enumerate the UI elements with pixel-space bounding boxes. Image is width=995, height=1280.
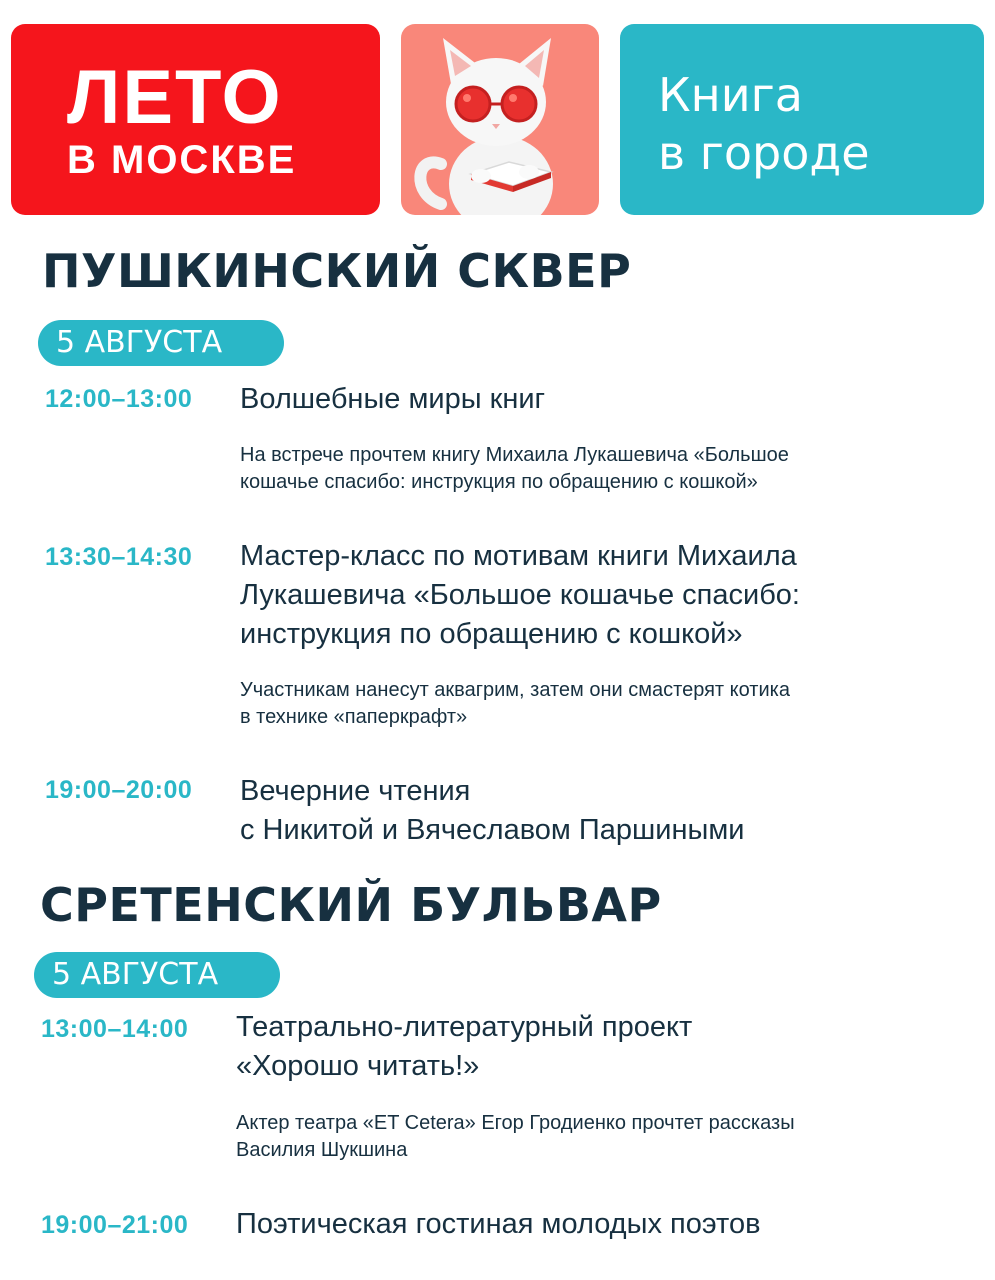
event-time: 13:30–14:30 [45, 543, 193, 571]
date-badge: 5 АВГУСТА [38, 320, 284, 366]
description-line: Василия Шукшина [236, 1139, 408, 1161]
section-title-pushkinsky: ПУШКИНСКИЙ СКВЕР [42, 244, 632, 298]
title-line: Лукашевича «Большое кошачье спасибо: [240, 579, 800, 611]
tile-title [658, 66, 870, 182]
description-line: Участникам нанесут аквагрим, затем они смастерят котика [240, 679, 790, 701]
logo-line-1: ЛЕТО [67, 55, 283, 140]
event-title: Волшебные миры книг [240, 383, 546, 415]
event-time: 13:00–14:00 [41, 1015, 189, 1043]
leto-v-moskve-logo [11, 24, 380, 215]
tile-title-line-1: Книга [658, 68, 803, 122]
description-line: в технике «паперкрафт» [240, 706, 468, 728]
event-time: 19:00–21:00 [41, 1211, 189, 1239]
title-line: «Хорошо читать!» [236, 1050, 480, 1082]
title-line: Вечерние чтения [240, 775, 471, 807]
event-title [240, 772, 940, 850]
tile-title-line-2: в городе [658, 126, 870, 180]
event-description [240, 442, 940, 496]
event-time: 12:00–13:00 [45, 385, 193, 413]
section-title-sretensky: СРЕТЕНСКИЙ БУЛЬВАР [40, 878, 662, 932]
logo-line-2: В МОСКВЕ [67, 138, 297, 182]
date-badge: 5 АВГУСТА [34, 952, 280, 998]
event-time: 19:00–20:00 [45, 776, 193, 804]
event-description [240, 677, 940, 731]
title-line: Театрально-литературный проект [236, 1011, 693, 1043]
event-description [236, 1110, 936, 1164]
description-line: На встрече прочтем книгу Михаила Лукашевича «Большое [240, 444, 789, 466]
cat-reading-book-icon [401, 24, 599, 215]
description-line: Актер театра «ET Cetera» Егор Гродиенко прочтет рассказы [236, 1112, 795, 1134]
event-title: Поэтическая гостиная молодых поэтов [236, 1208, 761, 1240]
event-title [240, 537, 940, 654]
event-title [236, 1008, 936, 1086]
title-line: Мастер-класс по мотивам книги Михаила [240, 540, 797, 572]
title-line: с Никитой и Вячеславом Паршиными [240, 814, 745, 846]
description-line: кошачье спасибо: инструкция по обращению с кошкой» [240, 471, 758, 493]
kniga-v-gorode-tile [620, 24, 984, 215]
title-line: инструкция по обращению с кошкой» [240, 618, 743, 650]
